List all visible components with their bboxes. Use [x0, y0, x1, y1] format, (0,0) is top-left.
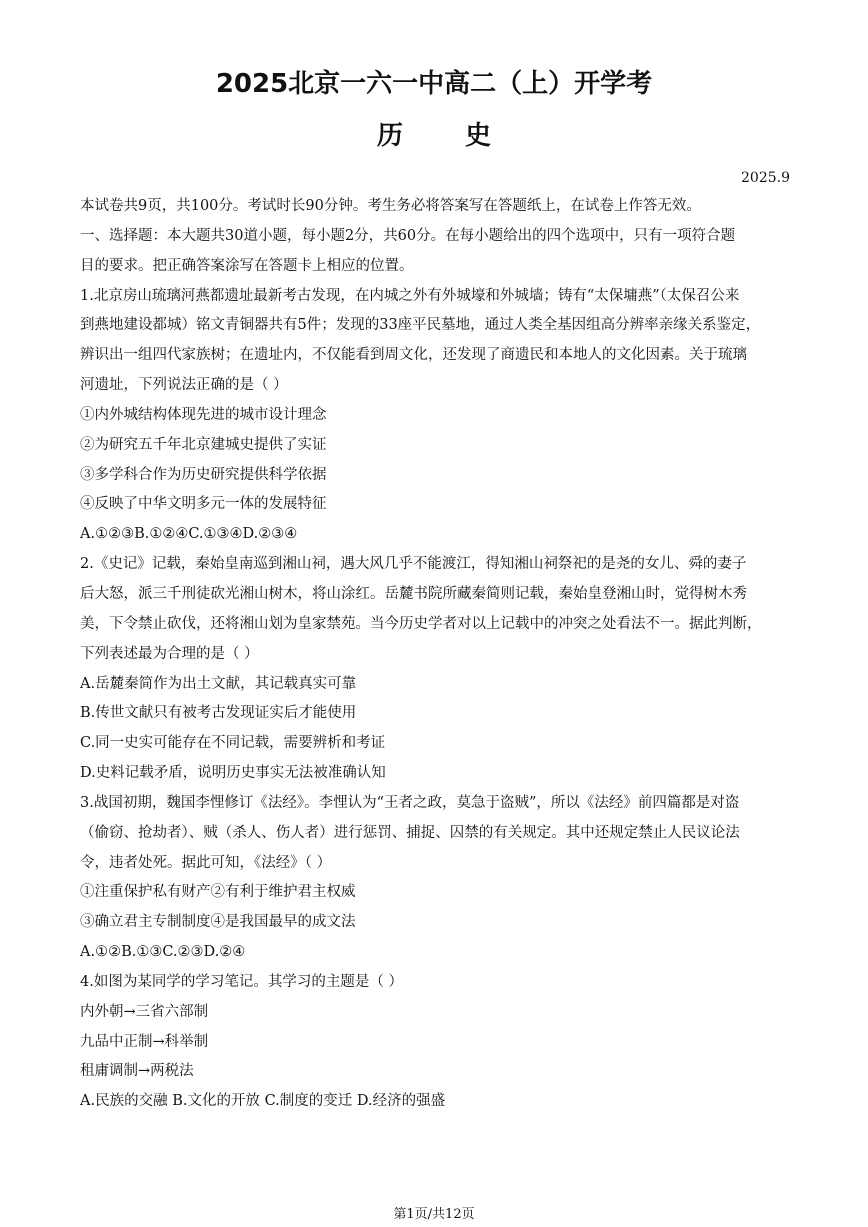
exam-body: [80, 192, 796, 1117]
question-3-stem: 令，违者处死。据此可知，《法经》（ ）: [80, 854, 332, 871]
question-2-stem: 美，下令禁止砍伐，还将湘山划为皇家禁苑。当今历史学者对以上记载中的冲突之处看法不一。据此判断，: [80, 615, 762, 632]
question-3-stem: 3.战国初期，魏国李悝修订《法经》。李悝认为“王者之政，莫急于盗贼”，所以《法经》前四篇都是对盗: [80, 794, 740, 811]
question-3-statement: ①注重保护私有财产②有利于维护君主权威: [80, 884, 356, 901]
instructions-line: 本试卷共9页，共100分。考试时长90分钟。考生务必将答案写在答题纸上，在试卷上作答无效。: [80, 198, 701, 214]
page-footer: 第1页/共12页: [393, 1207, 475, 1222]
question-2-stem: 后大怒，派三千刑徒砍光湘山树木，将山涂红。岳麓书院所藏秦简则记载，秦始皇登湘山时，觉得树木秀: [80, 585, 747, 602]
question-3-stem: （偷窃、抢劫者）、贼（杀人、伤人者）进行惩罚、捕捉、囚禁的有关规定。其中还规定禁止人民议论法: [80, 824, 740, 841]
question-4-note: 九品中正制→科举制: [80, 1033, 209, 1050]
section-heading-line: 一、选择题：本大题共30道小题，每小题2分，共60分。在每小题给出的四个选项中，只有一项符合题: [80, 227, 736, 244]
question-1-stem: 河遗址，下列说法正确的是（ ）: [80, 377, 288, 394]
question-2-option: A.岳麓秦简作为出土文献，其记载真实可靠: [80, 675, 357, 692]
question-2-stem: 2.《史记》记载，秦始皇南巡到湘山祠，遇大风几乎不能渡江，得知湘山祠祭祀的是尧的女儿、舜的妻子: [80, 556, 747, 573]
question-1-options: A.①②③B.①②④C.①③④D.②③④: [80, 526, 298, 543]
question-3-options: A.①②B.①③C.②③D.②④: [80, 944, 246, 961]
question-1-statement: ④反映了中华文明多元一体的发展特征: [80, 496, 327, 513]
question-2-option: C.同一史实可能存在不同记载，需要辨析和考证: [80, 735, 386, 752]
exam-date: 2025.9: [741, 170, 790, 186]
subject-title: 历史: [376, 121, 553, 151]
question-2-option: B.传世文献只有被考古发现证实后才能使用: [80, 705, 357, 722]
question-4-stem: 4.如图为某同学的学习笔记。其学习的主题是（ ）: [80, 973, 403, 990]
question-2-stem: 下列表述最为合理的是（ ）: [80, 645, 259, 662]
question-4-options: A.民族的交融 B.文化的开放 C.制度的变迁 D.经济的强盛: [80, 1093, 446, 1110]
question-1-stem: 辨识出一组四代家族树；在遗址内，不仅能看到周文化，还发现了商遗民和本地人的文化因素。关于琉璃: [80, 347, 747, 364]
question-1-statement: ①内外城结构体现先进的城市设计理念: [80, 406, 327, 423]
question-4-note: 内外朝→三省六部制: [80, 1003, 209, 1020]
question-2-option: D.史料记载矛盾，说明历史事实无法被准确认知: [80, 765, 386, 782]
question-1-statement: ③多学科合作为历史研究提供科学依据: [80, 466, 327, 483]
question-1-stem: 到燕地建设都城）铭文青铜器共有5件；发现的33座平民墓地，通过人类全基因组高分辨率亲缘关系鉴定，: [80, 317, 761, 334]
exam-title: 2025北京一六一中高二（上）开学考: [215, 69, 653, 99]
question-3-statement: ③确立君主专制制度④是我国最早的成文法: [80, 914, 356, 931]
question-4-note: 租庸调制→两税法: [80, 1063, 194, 1080]
question-1-stem: 1.北京房山琉璃河燕都遗址最新考古发现，在内城之外有外城壕和外城墙；铸有“太保墉燕”（太保召公来: [80, 287, 740, 304]
section-heading-line: 目的要求。把正确答案涂写在答题卡上相应的位置。: [80, 257, 414, 274]
question-1-statement: ②为研究五千年北京建城史提供了实证: [80, 436, 327, 453]
